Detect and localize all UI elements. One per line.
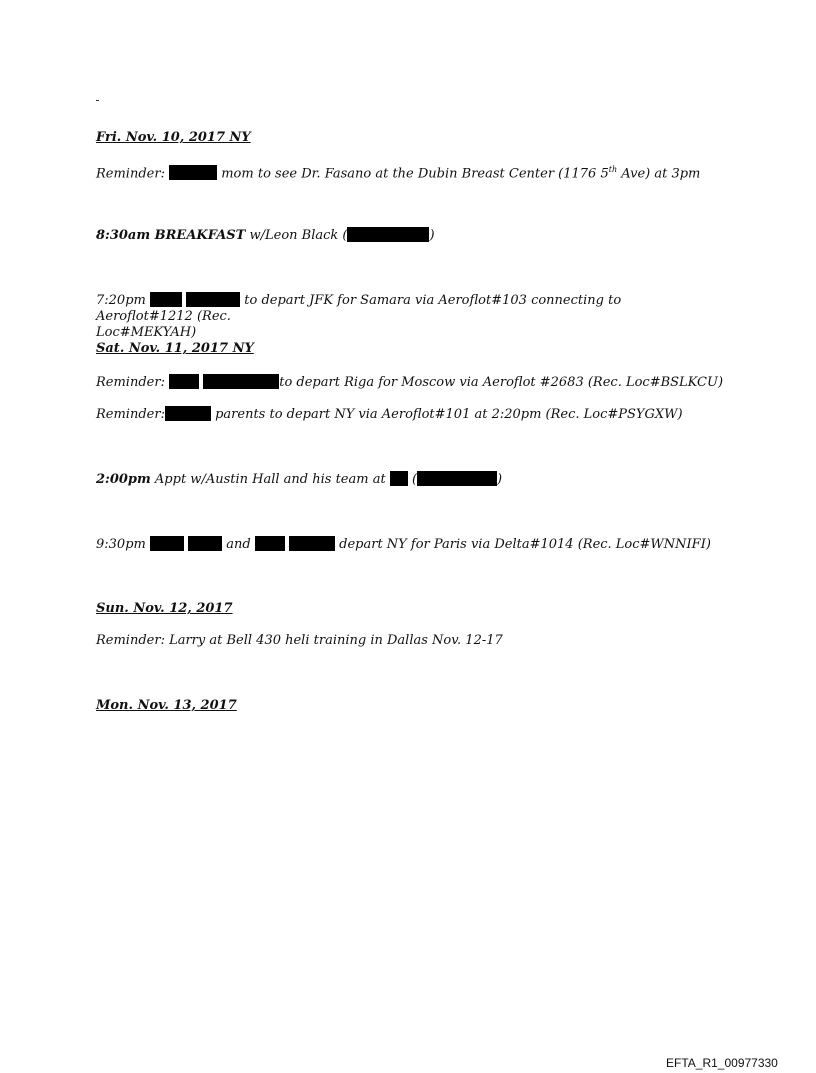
flight-text-2: Loc#MEKYAH): [96, 325, 197, 340]
bates-number: EFTA_R1_00977330: [666, 1056, 778, 1070]
breakfast-time: 8:30am BREAKFAST: [96, 228, 246, 243]
depart-and: and: [226, 537, 251, 552]
sat-reminder-1: [96, 374, 723, 391]
heading-mon: Mon. Nov. 13, 2017: [96, 698, 237, 713]
flight-text: to depart JFK for Samara via Aeroflot#103 connecting to Aeroflot#1212 (Rec.: [96, 293, 622, 324]
depart-text: depart NY for Paris via Delta#1014 (Rec. Loc#WNNIFI): [339, 537, 711, 552]
flight-time: 7:20pm: [96, 293, 146, 308]
redaction: [169, 374, 199, 389]
fri-reminder: [96, 162, 700, 182]
sun-reminder: Reminder: Larry at Bell 430 heli training in Dallas Nov. 12-17: [96, 633, 503, 648]
redaction: [390, 471, 408, 486]
redaction: [417, 471, 497, 486]
reminder-text: mom to see Dr. Fasano at the Dubin Breast Center (1176 5: [221, 166, 609, 182]
redaction: [150, 292, 182, 307]
sat-depart: [96, 536, 711, 553]
stray-mark: [96, 100, 99, 101]
appt-open: (: [411, 472, 418, 487]
sat-appt: [96, 471, 502, 488]
heading-sat: Sat. Nov. 11, 2017 NY: [96, 341, 254, 356]
reminder-text: parents to depart NY via Aeroflot#101 at 2:20pm (Rec. Loc#PSYGXW): [215, 407, 683, 422]
reminder-sup: th: [608, 165, 618, 174]
redaction: [150, 536, 184, 551]
reminder-text: to depart Riga for Moscow via Aeroflot #2683 (Rec. Loc#BSLKCU): [279, 375, 724, 390]
redaction: [289, 536, 335, 551]
fri-breakfast: [96, 227, 435, 244]
reminder-tail: Ave) at 3pm: [621, 166, 701, 182]
appt-time: 2:00pm: [96, 472, 151, 487]
appt-close: ): [497, 472, 503, 487]
reminder-label: Reminder:: [96, 407, 165, 422]
redaction: [203, 374, 279, 389]
fri-flight: [96, 292, 696, 341]
redaction: [186, 292, 240, 307]
redaction: [165, 406, 211, 421]
breakfast-close: ): [429, 228, 435, 243]
reminder-label: Reminder:: [96, 375, 165, 390]
appt-text: Appt w/Austin Hall and his team at: [154, 472, 386, 487]
heading-sun: Sun. Nov. 12, 2017: [96, 601, 233, 616]
depart-time: 9:30pm: [96, 537, 146, 552]
redaction: [169, 165, 217, 180]
reminder-label: Reminder:: [96, 166, 165, 182]
redaction: [347, 227, 429, 242]
redaction: [255, 536, 285, 551]
heading-fri: Fri. Nov. 10, 2017 NY: [96, 130, 251, 145]
sat-reminder-2: [96, 406, 683, 423]
redaction: [188, 536, 222, 551]
breakfast-text: w/Leon Black (: [249, 228, 348, 243]
